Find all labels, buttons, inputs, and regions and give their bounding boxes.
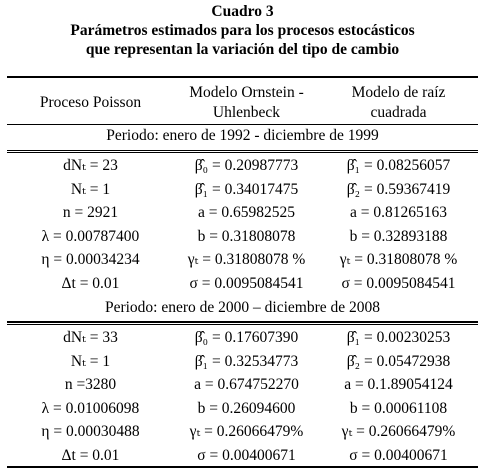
header-rule — [7, 124, 478, 125]
ou-cell: γₜ = 0.26066479% — [189, 423, 304, 440]
poisson-cell: dNₜ = 23 — [63, 157, 118, 174]
ou-cell: a = 0.65982525 — [198, 204, 295, 221]
ou-cell: β̂₀ = 0.17607390 — [194, 329, 299, 346]
period-2-rule-a — [7, 322, 478, 323]
ou-cell: σ = 0.0095084541 — [189, 274, 304, 292]
sqrt-cell: β̂₂ = 0.05472938 — [346, 352, 451, 370]
poisson-cell: λ = 0.00787400 — [41, 227, 140, 245]
sqrt-cell: β̂₁ = 0.00230253 — [346, 329, 451, 346]
period-2-label: Periodo: enero de 2000 – diciembre de 2008 — [104, 299, 381, 316]
sqrt-cell: β̂₂ = 0.59367419 — [346, 180, 451, 198]
sqrt-cell: β̂₁ = 0.08256057 — [346, 157, 451, 174]
sqrt-cell: γₜ = 0.26066479% — [341, 423, 456, 440]
period-2-rule-b — [7, 324, 478, 325]
poisson-cell: Δt = 0.01 — [61, 274, 120, 292]
header-poisson: Proceso Poisson — [39, 94, 142, 111]
period-1-rule-a — [7, 150, 478, 151]
ou-cell: β̂₁ = 0.34017475 — [194, 180, 299, 198]
poisson-cell: λ = 0.01006098 — [41, 399, 140, 417]
sqrt-cell: b = 0.00061108 — [349, 399, 448, 417]
header-ou-line2: Uhlenbeck — [212, 104, 281, 121]
period-1-rule-b — [7, 152, 478, 153]
ou-cell: β̂₁ = 0.32534773 — [194, 352, 299, 370]
sqrt-cell: a = 0.1.89054124 — [344, 376, 453, 393]
poisson-cell: η = 0.00034234 — [41, 251, 140, 268]
sqrt-cell: a = 0.81265163 — [350, 204, 447, 221]
top-rule — [7, 76, 478, 78]
poisson-cell: Nₜ = 1 — [70, 180, 111, 198]
ou-cell: β̂₀ = 0.20987773 — [194, 157, 299, 174]
header-sqrt-line1: Modelo de raíz — [351, 84, 446, 101]
sqrt-cell: b = 0.32893188 — [349, 227, 448, 245]
table-title-line2: que representan la variación del tipo de cambio — [85, 41, 400, 58]
period-1-label: Periodo: enero de 1992 - diciembre de 1999 — [106, 127, 379, 144]
poisson-cell: η = 0.00030488 — [41, 423, 140, 440]
ou-cell: b = 0.26094600 — [197, 399, 296, 417]
ou-cell: a = 0.674752270 — [194, 376, 299, 393]
table-number: Cuadro 3 — [211, 3, 274, 20]
poisson-cell: Nₜ = 1 — [70, 352, 111, 370]
ou-cell: σ = 0.00400671 — [197, 446, 296, 464]
poisson-cell: n =3280 — [64, 376, 117, 393]
ou-cell: γₜ = 0.31808078 % — [187, 251, 306, 268]
sqrt-cell: σ = 0.0095084541 — [341, 274, 456, 292]
sqrt-cell: σ = 0.00400671 — [349, 446, 448, 464]
poisson-cell: Δt = 0.01 — [61, 446, 120, 464]
bottom-rule — [7, 466, 478, 468]
ou-cell: b = 0.31808078 — [197, 227, 296, 245]
poisson-cell: dNₜ = 33 — [63, 329, 118, 346]
poisson-cell: n = 2921 — [62, 204, 119, 221]
header-ou-line1: Modelo Ornstein - — [189, 84, 304, 101]
sqrt-cell: γₜ = 0.31808078 % — [339, 251, 458, 268]
table-title-line1: Parámetros estimados para los procesos estocásticos — [70, 22, 415, 39]
header-sqrt-line2: cuadrada — [370, 104, 427, 121]
